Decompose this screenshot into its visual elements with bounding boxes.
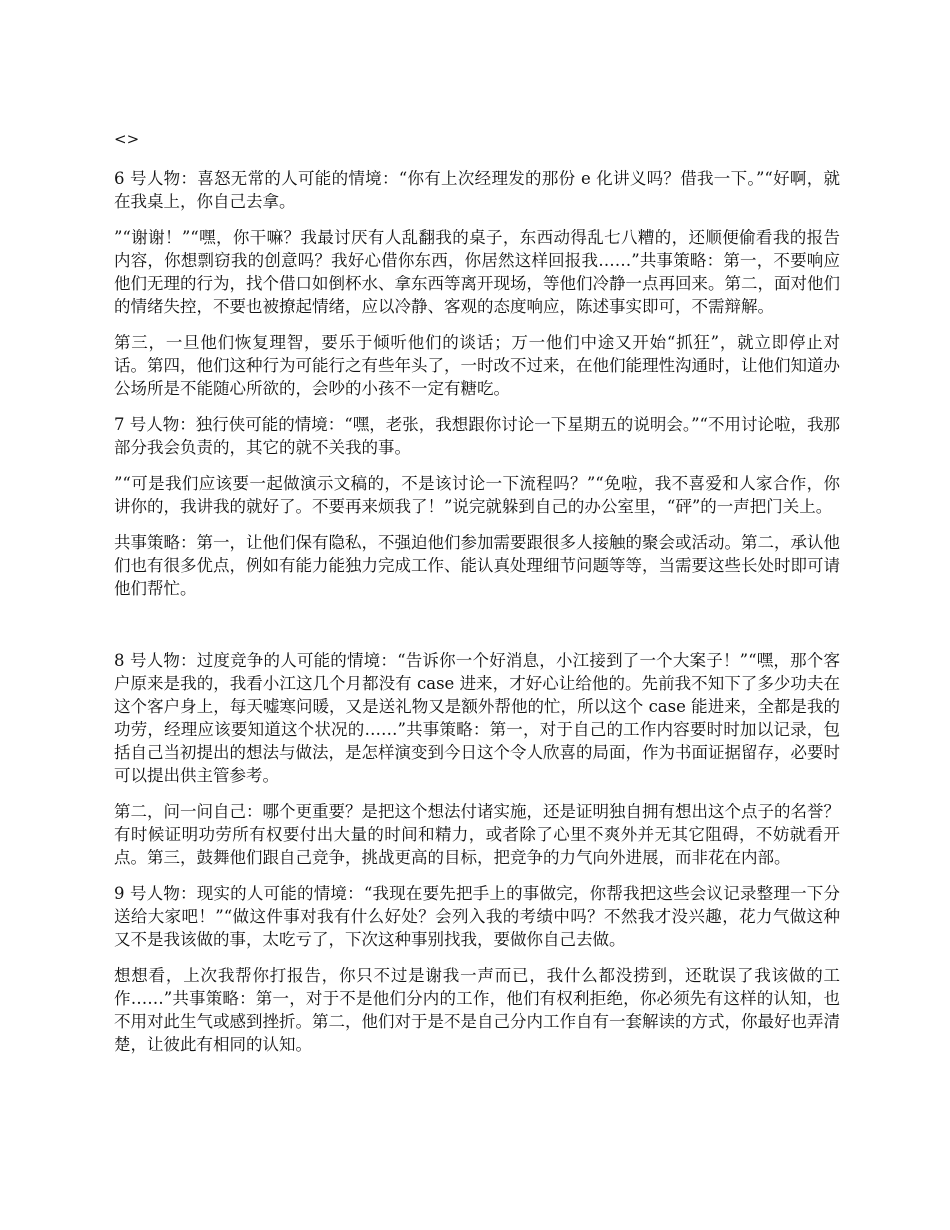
paragraph-person-9: 9 号人物：现实的人可能的情境：“我现在要先把手上的事做完，你帮我把这些会议记录整理一下分送给大家吧！”“做这件事对我有什么好处？会列入我的考绩中吗？不然我才没兴趣，花力气做这种又不是我该做的事，太吃亏了，下次这种事别找我，要做你自己去做。	[114, 884, 840, 949]
document-page	[114, 128, 840, 1069]
paragraph-person-8-strategy-cont: 第二，问一问自己：哪个更重要？是把这个想法付诸实施，还是证明独自拥有想出这个点子的名誉？有时候证明功劳所有权要付出大量的时间和精力，或者除了心里不爽外并无其它阻碍，不妨就看开点。第三，鼓舞他们跟自己竞争，挑战更高的目标，把竞争的力气向外进展，而非花在内部。	[114, 802, 840, 867]
paragraph-person-6-strategy-cont: 第三，一旦他们恢复理智，要乐于倾听他们的谈话；万一他们中途又开始“抓狂”，就立即停止对话。第四，他们这种行为可能行之有些年头了，一时改不过来，在他们能理性沟通时，让他们知道办公场所是不能随心所欲的，会吵的小孩不一定有糖吃。	[114, 333, 840, 398]
paragraph-person-7-strategy: 共事策略：第一，让他们保有隐私，不强迫他们参加需要跟很多人接触的聚会或活动。第二，承认他们也有很多优点，例如有能力能独力完成工作、能认真处理细节问题等等，当需要这些长处时即可请他们帮忙。	[114, 533, 840, 598]
section-spacer	[114, 613, 840, 649]
paragraph-person-6: 6 号人物：喜怒无常的人可能的情境：“你有上次经理发的那份 e 化讲义吗？借我一下。”“好啊，就在我桌上，你自己去拿。	[114, 169, 840, 211]
paragraph-person-9-strategy: 想想看，上次我帮你打报告，你只不过是谢我一声而已，我什么都没捞到，还耽误了我该做的工作……”共事策略：第一，对于不是他们分内的工作，他们有权利拒绝，你必须先有这样的认知，也不用对此生气或感到挫折。第二，他们对于是不是自己分内工作自有一套解读的方式，你最好也弄清楚，让彼此有相同的认知。	[114, 966, 840, 1054]
paragraph-person-6-strategy: ”“谢谢！”“嘿，你干嘛？我最讨厌有人乱翻我的桌子，东西动得乱七八糟的，还顺便偷看我的报告内容，你想剽窃我的创意吗？我好心借你东西，你居然这样回报我……”共事策略：第一，不要响应他们无理的行为，找个借口如倒杯水、拿东西等离开现场，等他们冷静一点再回来。第二，面对他们的情绪失控，不要也被撩起情绪，应以冷静、客观的态度响应，陈述事实即可，不需辩解。	[114, 228, 840, 316]
page-marker: <>	[114, 130, 140, 148]
paragraph-person-7-dialogue: ”“可是我们应该要一起做演示文稿的，不是该讨论一下流程吗？”“免啦，我不喜爱和人家合作，你讲你的，我讲我的就好了。不要再来烦我了！”说完就躲到自己的办公室里，“砰”的一声把门关上。	[114, 474, 840, 516]
paragraph-person-8: 8 号人物：过度竞争的人可能的情境：“告诉你一个好消息，小江接到了一个大案子！”“嘿，那个客户原来是我的，我看小江这几个月都没有 case 进来，才好心让给他的。先前我不知下了多少功夫在这个客户身上，每天嘘寒问暖，又是送礼物又是额外帮他的忙，所以这个 case 能进来，全都是我的功劳，经理应该要知道这个状况的……”共事策略：第一，对于自己的工作内容要时时加以记录，包括自己当初提出的想法与做法，是怎样演变到今日这个令人欣喜的局面，作为书面证据留存，必要时可以提出供主管参考。	[114, 651, 840, 785]
paragraph-person-7: 7 号人物：独行侠可能的情境：“嘿，老张，我想跟你讨论一下星期五的说明会。”“不用讨论啦，我那部分我会负责的，其它的就不关我的事。	[114, 415, 840, 457]
